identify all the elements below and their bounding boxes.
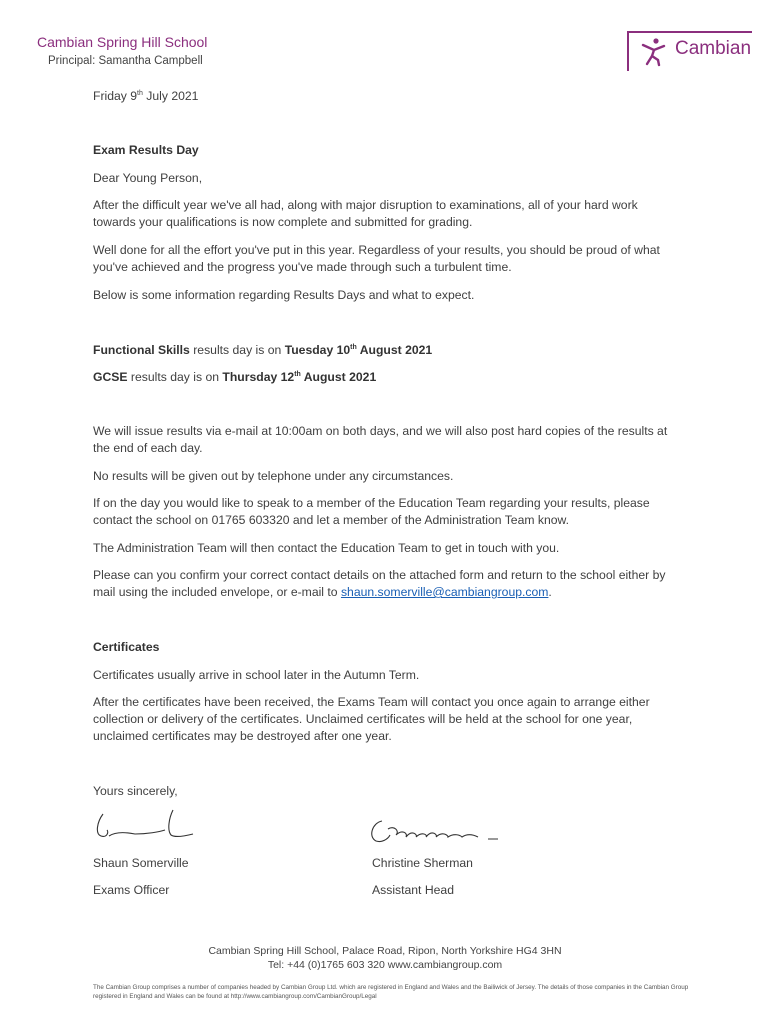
cambian-logo — [627, 31, 752, 71]
paragraph-8: Please can you confirm your correct contact details on the attached form and return to the school either by mail using the included envelope, or e-mail to shaun.somerville@cambiangroup.com. — [93, 568, 666, 599]
paragraph-3: Below is some information regarding Results Days and what to expect. — [93, 288, 475, 302]
figure-icon — [639, 37, 669, 67]
paragraph-9: Certificates usually arrive in school later in the Autumn Term. — [93, 668, 420, 682]
paragraph-6: If on the day you would like to speak to a member of the Education Team regarding your results, please contact the school on 01765 603320 and let a member of the Administration Team know. — [93, 496, 650, 527]
paragraph-1: After the difficult year we've all had, along with major disruption to examinations, all of your hard work towards your qualifications is now complete and submitted for grading. — [93, 198, 638, 229]
footer-address: Cambian Spring Hill School, Palace Road, Ripon, North Yorkshire HG4 3HN — [208, 945, 562, 957]
signatory-2-title: Assistant Head — [372, 883, 454, 897]
signatory-1-name: Shaun Somerville — [93, 856, 189, 870]
letter-greeting: Dear Young Person, — [93, 171, 203, 185]
footer-legal: The Cambian Group comprises a number of companies headed by Cambian Group Ltd. which are registered in England and Wales and the Bailiwick of Jersey. The details of those companies in the Cambian Group registered in England and Wales can be found at http://www.cambiangroup.com/CambianGroup/Legal — [93, 984, 689, 1000]
certificates-heading: Certificates — [93, 640, 160, 654]
letter-subject: Exam Results Day — [93, 143, 199, 157]
footer-address-block — [0, 944, 770, 972]
footer-contact: Tel: +44 (0)1765 603 320 www.cambiangroup.com — [267, 959, 503, 971]
closing: Yours sincerely, — [93, 784, 178, 798]
logo-text: Cambian — [675, 38, 752, 59]
functional-skills-date: Functional Skills results day is on Tuesday 10th August 2021 — [93, 343, 433, 357]
logo-frame-left — [627, 31, 629, 71]
signatory-1-title: Exams Officer — [93, 883, 170, 897]
email-link[interactable]: shaun.somerville@cambiangroup.com — [340, 585, 549, 599]
signatory-2-name: Christine Sherman — [372, 856, 473, 870]
paragraph-7: The Administration Team will then contact the Education Team to get in touch with you. — [93, 541, 560, 555]
school-name: Cambian Spring Hill School — [37, 34, 208, 50]
paragraph-10: After the certificates have been received, the Exams Team will contact you once again to arrange either collection or delivery of the certificates. Unclaimed certificates will be held at the school for one year, unclaimed certificates may be destroyed after one year. — [93, 695, 650, 743]
paragraph-2: Well done for all the effort you've put in this year. Regardless of your results, you should be proud of what you've achieved and the progress you've made through such a turbulent time. — [93, 243, 660, 274]
paragraph-5: No results will be given out by telephone under any circumstances. — [93, 469, 454, 483]
paragraph-4: We will issue results via e-mail at 10:00am on both days, and we will also post hard copies of the results at the end of each day. — [93, 424, 668, 455]
logo-frame-top — [627, 31, 752, 33]
signature-2 — [368, 815, 503, 847]
letter-date: Friday 9th July 2021 — [93, 89, 199, 103]
gcse-date: GCSE results day is on Thursday 12th August 2021 — [93, 370, 377, 384]
signature-1 — [95, 808, 200, 843]
principal-name: Principal: Samantha Campbell — [48, 55, 203, 67]
